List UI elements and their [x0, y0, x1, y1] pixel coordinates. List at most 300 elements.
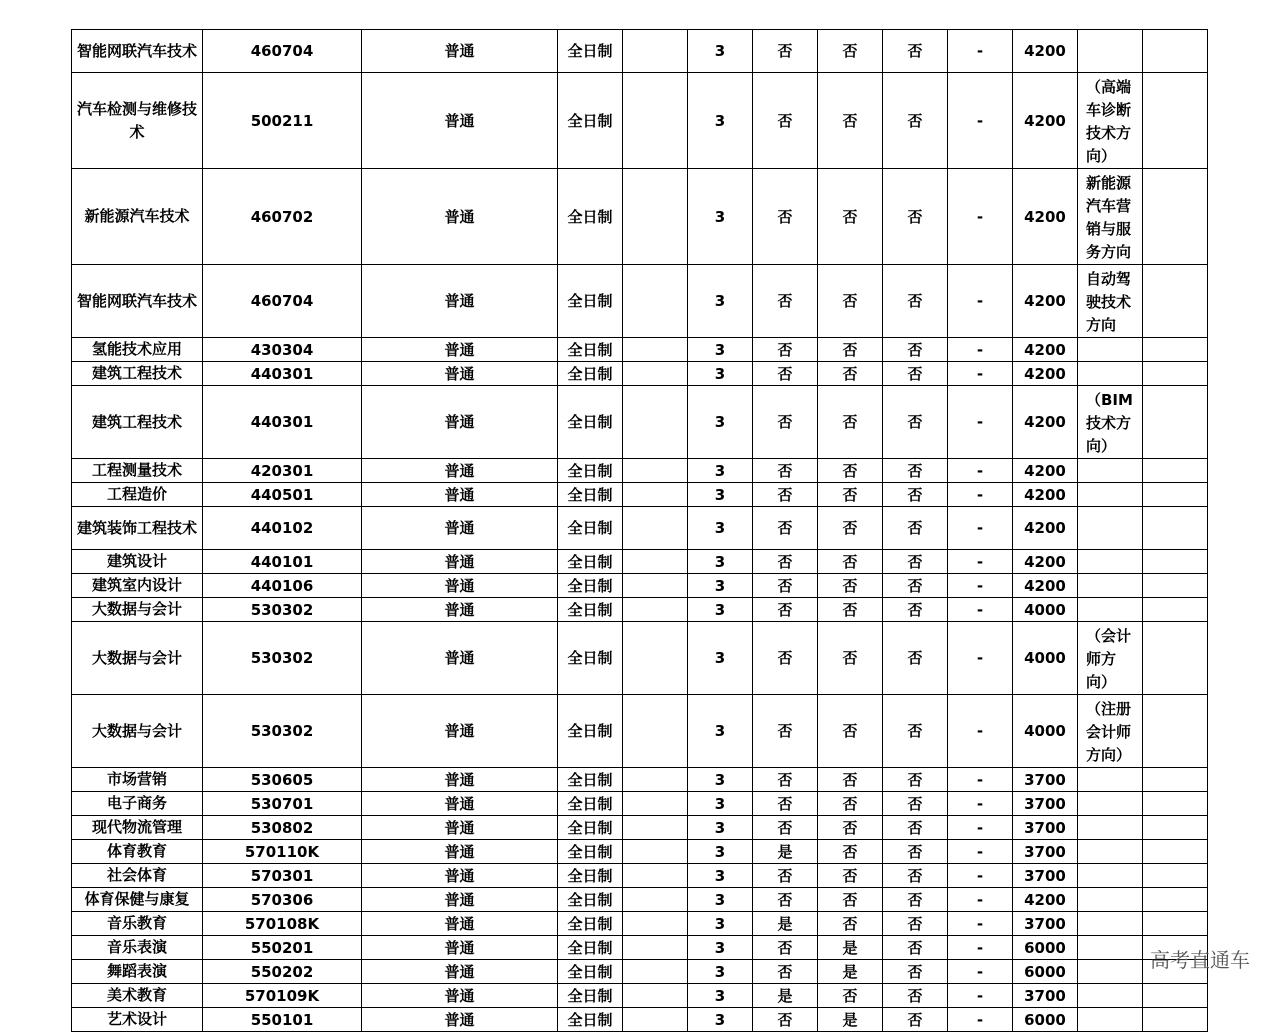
- remark: [1078, 840, 1143, 864]
- blank-cell: [1143, 695, 1208, 768]
- tuition-fee: 4200: [1013, 459, 1078, 483]
- flag-3: 否: [883, 73, 948, 169]
- blank-cell: [623, 864, 688, 888]
- table-row: [72, 338, 1208, 362]
- program-type: 普通: [362, 912, 558, 936]
- years: 3: [688, 912, 753, 936]
- major-code: 550201: [203, 936, 362, 960]
- flag-3: 否: [883, 936, 948, 960]
- dash: -: [948, 622, 1013, 695]
- years: 3: [688, 888, 753, 912]
- flag-1: 否: [753, 864, 818, 888]
- tuition-fee: 4200: [1013, 169, 1078, 265]
- flag-2: 否: [818, 912, 883, 936]
- study-mode: 全日制: [558, 169, 623, 265]
- years: 3: [688, 169, 753, 265]
- study-mode: 全日制: [558, 792, 623, 816]
- flag-2: 是: [818, 960, 883, 984]
- flag-2: 否: [818, 507, 883, 550]
- flag-3: 否: [883, 598, 948, 622]
- major-code: 570108K: [203, 912, 362, 936]
- study-mode: 全日制: [558, 507, 623, 550]
- blank-cell: [623, 840, 688, 864]
- study-mode: 全日制: [558, 459, 623, 483]
- study-mode: 全日制: [558, 598, 623, 622]
- program-type: 普通: [362, 695, 558, 768]
- blank-cell: [1143, 888, 1208, 912]
- remark: （会计师方向）: [1078, 622, 1143, 695]
- flag-3: 否: [883, 695, 948, 768]
- flag-3: 否: [883, 265, 948, 338]
- blank-cell: [623, 960, 688, 984]
- blank-cell: [623, 816, 688, 840]
- tuition-fee: 3700: [1013, 768, 1078, 792]
- table-row: [72, 695, 1208, 768]
- flag-3: 否: [883, 386, 948, 459]
- flag-1: 否: [753, 459, 818, 483]
- years: 3: [688, 362, 753, 386]
- flag-2: 否: [818, 386, 883, 459]
- major-code: 500211: [203, 73, 362, 169]
- blank-cell: [1143, 1008, 1208, 1032]
- flag-1: 否: [753, 169, 818, 265]
- blank-cell: [1143, 622, 1208, 695]
- study-mode: 全日制: [558, 550, 623, 574]
- tuition-fee: 3700: [1013, 864, 1078, 888]
- flag-3: 否: [883, 169, 948, 265]
- years: 3: [688, 864, 753, 888]
- dash: -: [948, 1008, 1013, 1032]
- flag-1: 否: [753, 1008, 818, 1032]
- dash: -: [948, 362, 1013, 386]
- program-type: 普通: [362, 768, 558, 792]
- blank-cell: [623, 622, 688, 695]
- remark: 新能源汽车营销与服务方向: [1078, 169, 1143, 265]
- flag-2: 否: [818, 362, 883, 386]
- study-mode: 全日制: [558, 265, 623, 338]
- major-code: 460704: [203, 30, 362, 73]
- tuition-fee: 4200: [1013, 574, 1078, 598]
- study-mode: 全日制: [558, 912, 623, 936]
- table-row: [72, 864, 1208, 888]
- years: 3: [688, 1008, 753, 1032]
- flag-1: 否: [753, 888, 818, 912]
- flag-2: 否: [818, 888, 883, 912]
- major-name: 音乐表演: [72, 936, 203, 960]
- flag-1: 否: [753, 622, 818, 695]
- program-type: 普通: [362, 73, 558, 169]
- flag-1: 否: [753, 483, 818, 507]
- program-type: 普通: [362, 483, 558, 507]
- blank-cell: [623, 574, 688, 598]
- remark: [1078, 550, 1143, 574]
- tuition-fee: 4200: [1013, 30, 1078, 73]
- flag-1: 否: [753, 816, 818, 840]
- flag-2: 否: [818, 550, 883, 574]
- years: 3: [688, 386, 753, 459]
- major-name: 音乐教育: [72, 912, 203, 936]
- remark: [1078, 507, 1143, 550]
- table-row: [72, 912, 1208, 936]
- years: 3: [688, 792, 753, 816]
- major-name: 大数据与会计: [72, 695, 203, 768]
- years: 3: [688, 768, 753, 792]
- blank-cell: [623, 483, 688, 507]
- program-type: 普通: [362, 960, 558, 984]
- major-name: 大数据与会计: [72, 622, 203, 695]
- blank-cell: [623, 1008, 688, 1032]
- blank-cell: [1143, 483, 1208, 507]
- dash: -: [948, 265, 1013, 338]
- flag-3: 否: [883, 459, 948, 483]
- years: 3: [688, 73, 753, 169]
- blank-cell: [1143, 459, 1208, 483]
- table-row: [72, 362, 1208, 386]
- dash: -: [948, 30, 1013, 73]
- study-mode: 全日制: [558, 386, 623, 459]
- dash: -: [948, 598, 1013, 622]
- years: 3: [688, 265, 753, 338]
- tuition-fee: 4200: [1013, 386, 1078, 459]
- dash: -: [948, 507, 1013, 550]
- remark: [1078, 30, 1143, 73]
- remark: （注册会计师方向）: [1078, 695, 1143, 768]
- dash: -: [948, 984, 1013, 1008]
- program-type: 普通: [362, 888, 558, 912]
- remark: [1078, 936, 1143, 960]
- blank-cell: [623, 30, 688, 73]
- major-code: 530605: [203, 768, 362, 792]
- flag-2: 是: [818, 1008, 883, 1032]
- remark: （高端车诊断技术方向）: [1078, 73, 1143, 169]
- years: 3: [688, 574, 753, 598]
- major-code: 430304: [203, 338, 362, 362]
- flag-1: 否: [753, 574, 818, 598]
- flag-1: 否: [753, 960, 818, 984]
- blank-cell: [623, 888, 688, 912]
- study-mode: 全日制: [558, 30, 623, 73]
- flag-1: 否: [753, 30, 818, 73]
- table-row: [72, 73, 1208, 169]
- dash: -: [948, 840, 1013, 864]
- flag-3: 否: [883, 840, 948, 864]
- years: 3: [688, 695, 753, 768]
- years: 3: [688, 338, 753, 362]
- blank-cell: [1143, 30, 1208, 73]
- study-mode: 全日制: [558, 1008, 623, 1032]
- major-code: 530701: [203, 792, 362, 816]
- flag-3: 否: [883, 483, 948, 507]
- table-row: [72, 888, 1208, 912]
- study-mode: 全日制: [558, 888, 623, 912]
- flag-3: 否: [883, 1008, 948, 1032]
- program-type: 普通: [362, 30, 558, 73]
- remark: 自动驾驶技术方向: [1078, 265, 1143, 338]
- flag-1: 否: [753, 386, 818, 459]
- years: 3: [688, 550, 753, 574]
- tuition-fee: 4200: [1013, 888, 1078, 912]
- remark: [1078, 574, 1143, 598]
- tuition-fee: 3700: [1013, 912, 1078, 936]
- years: 3: [688, 459, 753, 483]
- program-type: 普通: [362, 864, 558, 888]
- tuition-fee: 4200: [1013, 483, 1078, 507]
- major-code: 460702: [203, 169, 362, 265]
- study-mode: 全日制: [558, 483, 623, 507]
- program-type: 普通: [362, 622, 558, 695]
- flag-3: 否: [883, 960, 948, 984]
- study-mode: 全日制: [558, 362, 623, 386]
- years: 3: [688, 483, 753, 507]
- blank-cell: [623, 338, 688, 362]
- tuition-fee: 6000: [1013, 960, 1078, 984]
- blank-cell: [1143, 792, 1208, 816]
- flag-2: 否: [818, 864, 883, 888]
- major-code: 550202: [203, 960, 362, 984]
- program-type: 普通: [362, 386, 558, 459]
- study-mode: 全日制: [558, 840, 623, 864]
- dash: -: [948, 73, 1013, 169]
- remark: [1078, 816, 1143, 840]
- tuition-fee: 3700: [1013, 816, 1078, 840]
- tuition-fee: 3700: [1013, 792, 1078, 816]
- dash: -: [948, 386, 1013, 459]
- flag-3: 否: [883, 792, 948, 816]
- major-code: 530302: [203, 598, 362, 622]
- dash: -: [948, 888, 1013, 912]
- major-name: 工程测量技术: [72, 459, 203, 483]
- table-row: [72, 816, 1208, 840]
- flag-2: 否: [818, 695, 883, 768]
- tuition-fee: 4200: [1013, 338, 1078, 362]
- table-row: [72, 622, 1208, 695]
- flag-2: 否: [818, 598, 883, 622]
- flag-3: 否: [883, 574, 948, 598]
- major-name: 建筑工程技术: [72, 386, 203, 459]
- dash: -: [948, 550, 1013, 574]
- remark: [1078, 768, 1143, 792]
- remark: [1078, 864, 1143, 888]
- study-mode: 全日制: [558, 936, 623, 960]
- flag-1: 否: [753, 338, 818, 362]
- blank-cell: [1143, 574, 1208, 598]
- dash: -: [948, 912, 1013, 936]
- flag-2: 否: [818, 73, 883, 169]
- dash: -: [948, 338, 1013, 362]
- study-mode: 全日制: [558, 768, 623, 792]
- study-mode: 全日制: [558, 338, 623, 362]
- blank-cell: [1143, 386, 1208, 459]
- blank-cell: [623, 265, 688, 338]
- program-type: 普通: [362, 362, 558, 386]
- flag-2: 否: [818, 30, 883, 73]
- table-row: [72, 1008, 1208, 1032]
- majors-table: [71, 29, 1208, 1032]
- blank-cell: [1143, 362, 1208, 386]
- major-name: 建筑装饰工程技术: [72, 507, 203, 550]
- flag-2: 否: [818, 792, 883, 816]
- table-row: [72, 792, 1208, 816]
- major-code: 440301: [203, 362, 362, 386]
- remark: [1078, 598, 1143, 622]
- major-code: 420301: [203, 459, 362, 483]
- major-name: 汽车检测与维修技术: [72, 73, 203, 169]
- major-name: 舞蹈表演: [72, 960, 203, 984]
- flag-1: 是: [753, 840, 818, 864]
- remark: [1078, 912, 1143, 936]
- program-type: 普通: [362, 338, 558, 362]
- flag-3: 否: [883, 338, 948, 362]
- flag-1: 否: [753, 695, 818, 768]
- study-mode: 全日制: [558, 864, 623, 888]
- study-mode: 全日制: [558, 960, 623, 984]
- blank-cell: [623, 169, 688, 265]
- table-row: [72, 459, 1208, 483]
- program-type: 普通: [362, 984, 558, 1008]
- major-code: 550101: [203, 1008, 362, 1032]
- tuition-fee: 4200: [1013, 550, 1078, 574]
- blank-cell: [623, 362, 688, 386]
- tuition-fee: 6000: [1013, 1008, 1078, 1032]
- years: 3: [688, 598, 753, 622]
- years: 3: [688, 984, 753, 1008]
- study-mode: 全日制: [558, 984, 623, 1008]
- dash: -: [948, 936, 1013, 960]
- program-type: 普通: [362, 936, 558, 960]
- table-row: [72, 386, 1208, 459]
- major-name: 艺术设计: [72, 1008, 203, 1032]
- blank-cell: [623, 598, 688, 622]
- flag-2: 否: [818, 169, 883, 265]
- years: 3: [688, 960, 753, 984]
- flag-2: 否: [818, 768, 883, 792]
- flag-1: 否: [753, 265, 818, 338]
- major-name: 市场营销: [72, 768, 203, 792]
- flag-2: 否: [818, 338, 883, 362]
- tuition-fee: 6000: [1013, 936, 1078, 960]
- tuition-fee: 4000: [1013, 622, 1078, 695]
- program-type: 普通: [362, 550, 558, 574]
- study-mode: 全日制: [558, 574, 623, 598]
- blank-cell: [623, 550, 688, 574]
- blank-cell: [623, 792, 688, 816]
- blank-cell: [1143, 73, 1208, 169]
- blank-cell: [1143, 550, 1208, 574]
- dash: -: [948, 459, 1013, 483]
- remark: [1078, 338, 1143, 362]
- tuition-fee: 3700: [1013, 984, 1078, 1008]
- flag-3: 否: [883, 30, 948, 73]
- flag-1: 否: [753, 362, 818, 386]
- years: 3: [688, 840, 753, 864]
- major-name: 建筑室内设计: [72, 574, 203, 598]
- table-row: [72, 960, 1208, 984]
- dash: -: [948, 792, 1013, 816]
- flag-3: 否: [883, 622, 948, 695]
- dash: -: [948, 695, 1013, 768]
- major-code: 530802: [203, 816, 362, 840]
- major-name: 新能源汽车技术: [72, 169, 203, 265]
- flag-1: 否: [753, 768, 818, 792]
- remark: （BIM技术方向）: [1078, 386, 1143, 459]
- table-row: [72, 265, 1208, 338]
- dash: -: [948, 574, 1013, 598]
- table-row: [72, 30, 1208, 73]
- table-row: [72, 507, 1208, 550]
- years: 3: [688, 507, 753, 550]
- blank-cell: [1143, 768, 1208, 792]
- major-code: 440102: [203, 507, 362, 550]
- table-row: [72, 936, 1208, 960]
- blank-cell: [623, 459, 688, 483]
- remark: [1078, 888, 1143, 912]
- years: 3: [688, 30, 753, 73]
- blank-cell: [1143, 912, 1208, 936]
- program-type: 普通: [362, 816, 558, 840]
- blank-cell: [1143, 265, 1208, 338]
- table-row: [72, 598, 1208, 622]
- program-type: 普通: [362, 265, 558, 338]
- blank-cell: [623, 912, 688, 936]
- flag-3: 否: [883, 888, 948, 912]
- study-mode: 全日制: [558, 695, 623, 768]
- years: 3: [688, 622, 753, 695]
- program-type: 普通: [362, 598, 558, 622]
- flag-1: 否: [753, 507, 818, 550]
- program-type: 普通: [362, 1008, 558, 1032]
- remark: [1078, 792, 1143, 816]
- table-row: [72, 483, 1208, 507]
- blank-cell: [1143, 840, 1208, 864]
- remark: [1078, 1008, 1143, 1032]
- dash: -: [948, 169, 1013, 265]
- tuition-fee: 4000: [1013, 695, 1078, 768]
- years: 3: [688, 816, 753, 840]
- flag-1: 否: [753, 936, 818, 960]
- flag-2: 否: [818, 483, 883, 507]
- major-code: 570306: [203, 888, 362, 912]
- major-code: 440501: [203, 483, 362, 507]
- flag-2: 是: [818, 936, 883, 960]
- table-row: [72, 840, 1208, 864]
- major-name: 现代物流管理: [72, 816, 203, 840]
- watermark: 高考直通车: [1150, 948, 1250, 972]
- major-name: 工程造价: [72, 483, 203, 507]
- flag-2: 否: [818, 840, 883, 864]
- major-code: 440301: [203, 386, 362, 459]
- study-mode: 全日制: [558, 73, 623, 169]
- program-type: 普通: [362, 507, 558, 550]
- major-name: 体育教育: [72, 840, 203, 864]
- flag-1: 否: [753, 550, 818, 574]
- major-name: 大数据与会计: [72, 598, 203, 622]
- major-name: 建筑设计: [72, 550, 203, 574]
- remark: [1078, 459, 1143, 483]
- flag-2: 否: [818, 984, 883, 1008]
- flag-3: 否: [883, 550, 948, 574]
- major-code: 570301: [203, 864, 362, 888]
- major-code: 530302: [203, 695, 362, 768]
- program-type: 普通: [362, 840, 558, 864]
- flag-2: 否: [818, 622, 883, 695]
- flag-2: 否: [818, 574, 883, 598]
- tuition-fee: 4200: [1013, 265, 1078, 338]
- major-name: 体育保健与康复: [72, 888, 203, 912]
- flag-1: 是: [753, 912, 818, 936]
- years: 3: [688, 936, 753, 960]
- table-row: [72, 550, 1208, 574]
- flag-3: 否: [883, 816, 948, 840]
